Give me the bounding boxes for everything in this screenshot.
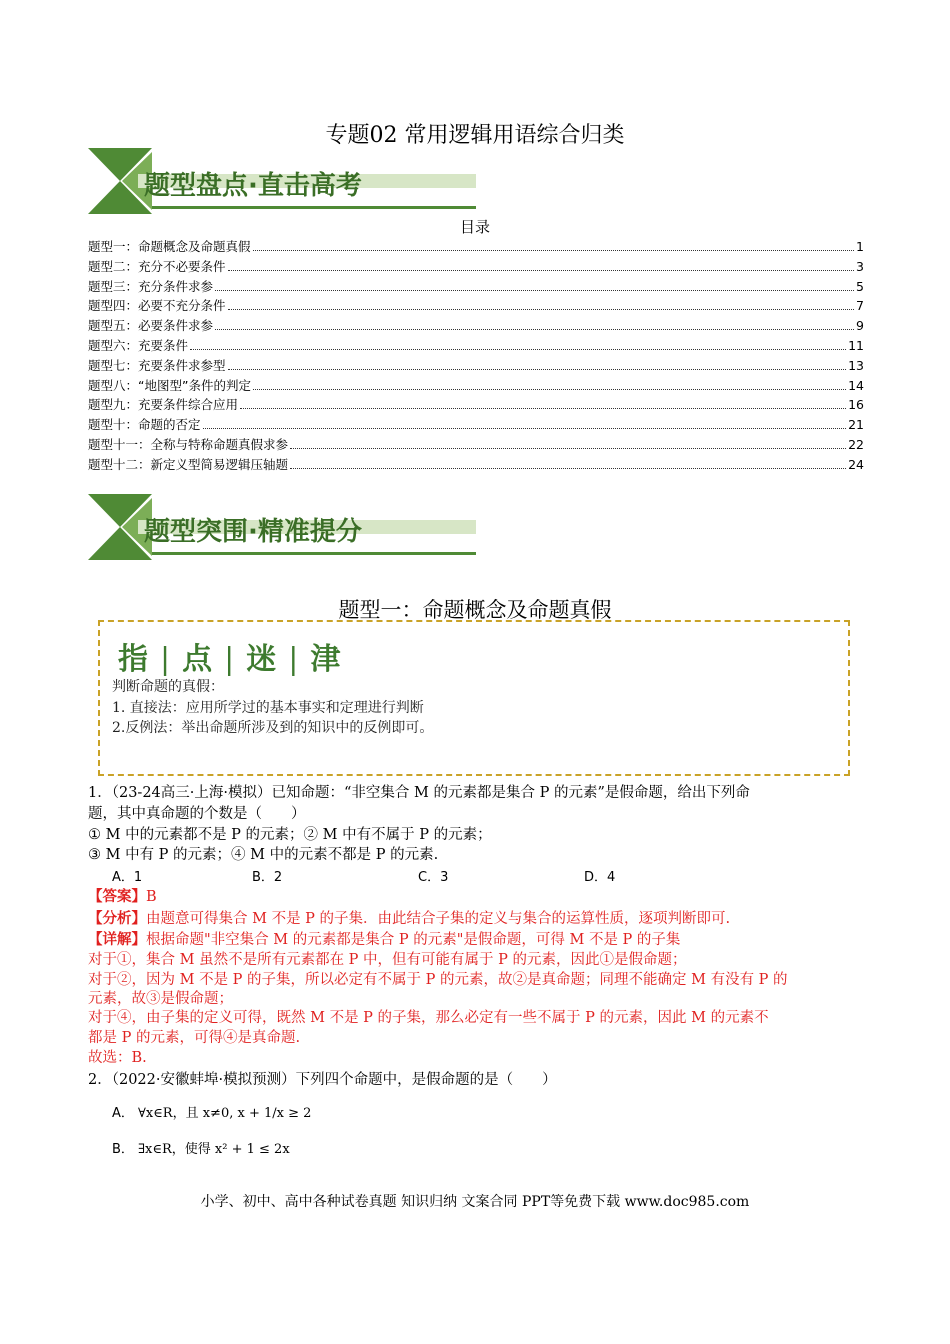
tip-label: 指 | 点 | 迷 | 津 [118,642,343,677]
toc-item-label: 题型七：充要条件求参型 [88,357,226,373]
section-title: 题型一：命题概念及命题真假 [338,598,612,622]
tip-char: 迷 [246,642,279,677]
q2-option-b-label: B． [112,1142,134,1157]
toc-item-page: 21 [848,417,864,433]
toc-item-label: 题型九：充要条件综合应用 [88,397,239,413]
q1-line: 1．（23-24高三·上海·模拟）已知命题：“非空集合 M 的元素都是集合 P 的元素”是假命题，给出下列命 [88,785,750,801]
toc-item[interactable] [88,376,864,396]
tip-char: 指 [118,642,150,677]
toc-item-page: 14 [848,377,864,393]
toc-leader [215,290,854,291]
q1-analysis [88,909,730,929]
analysis-text: 由题意可得集合 M 不是 P 的子集．由此结合子集的定义与集合的运算性质，逐项判断即可. [146,911,731,927]
q1-detail-line: 对于①，集合 M 虽然不是所有元素都在 P 中，但有可能有属于 P 的元素，因此①是假命题； [88,952,687,968]
toc-item-page: 5 [856,278,864,294]
toc-item-label: 题型八：“地图型”条件的判定 [88,377,251,393]
banner-question-types-text: 题型盘点·直击高考 [144,171,362,201]
q1-option-c: C．3 [418,870,449,885]
toc-item-label: 题型三：充分条件求参 [88,278,214,294]
toc-item-label: 题型一：命题概念及命题真假 [88,239,251,254]
page-footer: 小学、初中、高中各种试卷真题 知识归纳 文案合同 PPT等免费下载 www.doc985.com [200,1194,750,1210]
toc-item-label: 题型五：必要条件求参 [88,318,214,334]
toc-item-label: 题型十：命题的否定 [88,417,201,433]
toc-item[interactable] [88,277,864,297]
q1-detail-line: 对于②，因为 M 不是 P 的子集，所以必定有不属于 P 的元素，故②是真命题；同理不能确定 M 有没有 P 的 [88,972,788,988]
detail-tag: 【详解】 [88,931,146,948]
toc-item-page: 1 [856,239,864,254]
q1-detail-line: 都是 P 的元素，可得④是真命题. [88,1030,301,1046]
toc-leader [290,448,846,449]
q2-stem: 2．（2022·安徽蚌埠·模拟预测）下列四个命题中，是假命题的是（ ） [88,1072,557,1088]
toc-leader [215,329,854,330]
tip-char: 点 [182,642,215,677]
toc-item[interactable] [88,395,864,415]
banner-question-types [88,148,476,214]
toc-leader [190,349,846,350]
q2-option-b-math: ∃x∈R，使得 x² + 1 ≤ 2x [138,1142,290,1157]
q1-detail-line: 对于④，由子集的定义可得，既然 M 不是 P 的子集，那么必定有一些不属于 P 的元素，因此 M 的元素不 [88,1010,769,1026]
toc-leader [228,270,855,271]
q1-conclusion: 故选：B. [88,1050,147,1066]
q1-line: ③ M 中有 P 的元素；④ M 中的元素不都是 P 的元素. [88,847,439,863]
answer-tag: 【答案】 [88,888,146,905]
q2-option-a-label: A． [112,1106,134,1121]
toc-item-page: 7 [856,298,864,314]
q1-option-d: D．4 [584,870,616,885]
banner-breakthrough-text: 题型突围·精准提分 [144,517,362,547]
toc-item[interactable] [88,316,864,336]
toc-item-page: 13 [848,357,864,373]
toc-leader [253,389,846,390]
toc-leader [228,309,855,310]
toc-item[interactable] [88,415,864,435]
toc-leader [203,428,847,429]
banner-breakthrough [88,494,476,560]
q1-option-a: A．1 [112,870,143,885]
toc-heading: 目录 [459,218,490,236]
toc-leader [228,369,847,370]
toc-item[interactable] [88,257,864,277]
tip-line: 判断命题的真假： [112,679,224,695]
toc-item[interactable] [88,455,864,475]
answer-value: B [146,889,157,905]
toc-item-label: 题型六：充要条件 [88,337,189,353]
toc-item[interactable] [88,296,864,316]
toc-leader [240,408,846,409]
tip-char: 津 [310,642,343,677]
document-title: 专题02 常用逻辑用语综合归类 [325,123,625,148]
q1-line: ① M 中的元素都不是 P 的元素；② M 中有不属于 P 的元素； [88,827,492,843]
table-of-contents [88,237,864,475]
tip-line: 2.反例法：举出命题所涉及到的知识中的反例即可。 [112,720,434,736]
toc-item[interactable] [88,435,864,455]
analysis-tag: 【分析】 [88,910,146,927]
toc-item-label: 题型二：充分不必要条件 [88,258,226,274]
toc-item[interactable] [88,237,864,257]
toc-item-page: 9 [856,318,864,334]
toc-item-page: 3 [856,258,864,274]
toc-item-page: 16 [848,397,864,413]
q1-detail-line: 元素，故③是假命题； [88,991,233,1007]
toc-item-label: 题型十二：新定义型简易逻辑压轴题 [88,456,289,472]
toc-item-page: 11 [848,337,864,353]
q2-option-a-math: ∀x∈R，且 x≠0, x + 1/x ≥ 2 [138,1106,312,1121]
toc-leader [253,250,855,251]
toc-item[interactable] [88,356,864,376]
q1-detail [88,930,680,950]
toc-item-label: 题型四：必要不充分条件 [88,298,226,314]
toc-item-page: 24 [848,456,864,472]
toc-item-label: 题型十一：全称与特称命题真假求参 [88,436,289,452]
q1-option-b: B．2 [252,870,283,885]
q1-line: 题，其中真命题的个数是（ ） [88,806,306,822]
detail-text: 根据命题"非空集合 M 的元素都是集合 P 的元素"是假命题，可得 M 不是 P 的子集 [146,932,681,948]
toc-item-page: 22 [848,436,864,452]
toc-item[interactable] [88,336,864,356]
q1-answer [88,887,157,907]
tip-line: 1. 直接法：应用所学过的基本事实和定理进行判断 [112,700,424,716]
toc-leader [290,468,846,469]
